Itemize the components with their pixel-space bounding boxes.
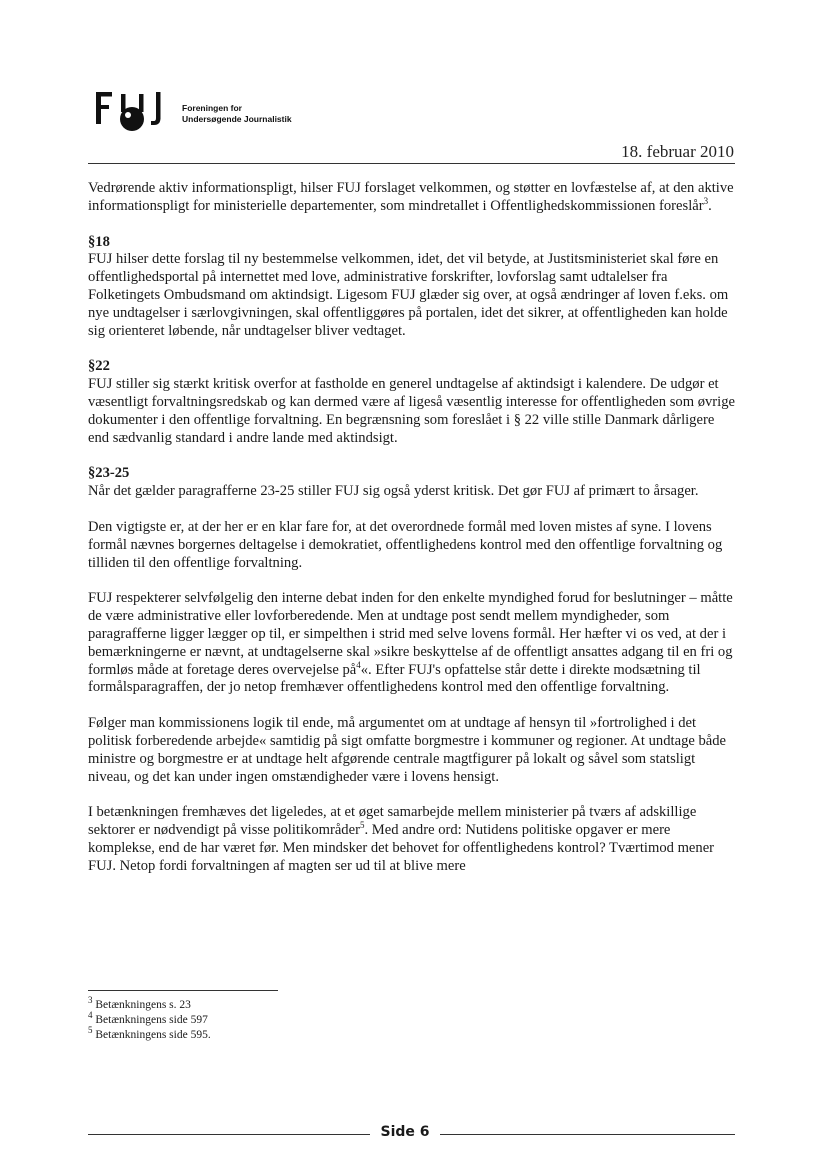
paragraph-text: FUJ respekterer selvfølgelig den interne debat inden for den enkelte myndighed forud for beslutninger – måtte de være administrative eller lovforberedende. Men at undtage post sendt mellem myndigheder, som paragrafferne ligger lægger op til, er simpelthen i strid med selve lovens formål. Her hæfter vi os ved, at der i bemærkningerne er nævnt, at undtagelserne skal »sikre beskyttelse af de offentligt ansattes adgang til en fri og formløs måde at foretage deres overvejelse på xyxy=(88,590,733,678)
logo-text-line2: Undersøgende Journalistik xyxy=(182,114,292,124)
footnote-ref: 3 xyxy=(703,195,709,206)
footnote xyxy=(88,1010,211,1028)
footnote-ref: 5 xyxy=(359,820,365,831)
section-text-22: FUJ stiller sig stærkt kritisk overfor at fastholde en generel undtagelse af aktindsigt i kalendere. De udgør et væsentligt forvaltningsredskab og kan dermed være af ligeså væsentlig interesse for offentligheden som øvrige dokumenter i den offentlige forvaltning. En begrænsning som foreslået i § 22 ville stille Danmark dårligere end sædvanlig standard i andre lande med aktindsigt. xyxy=(88,376,735,446)
footnote-number: 3 xyxy=(88,995,93,1006)
page-number: Side 6 xyxy=(380,1124,430,1140)
footnote-ref: 4 xyxy=(356,659,361,670)
document-body xyxy=(88,180,738,894)
footnote-text: Betænkningens side 597 xyxy=(95,1014,208,1026)
paragraph-text: Vedrørende aktiv informationspligt, hilser FUJ forslaget velkommen, og støtter en lovfæstelse af, at den aktive informationspligt for ministerielle departementer, som mindretallet i Offentlighedskommissionen foreslår xyxy=(88,180,734,214)
fuj-logo xyxy=(94,88,178,139)
paragraph-text: . Med andre ord: Nutidens politiske opgaver er mere komplekse, end de har været før. Men mindsker det behovet for offentlighedens kontrol? Tværtimod mener FUJ. Netop fordi forvaltningen af magten ser ud til at blive mere xyxy=(88,822,715,874)
section-text-18: FUJ hilser dette forslag til ny bestemmelse velkommen, idet, det vil betyde, at Justitsministeriet skal føre en offentlighedsportal på internettet med love, administrative forskrifter, lovforslag samt udtalelser fra Folketingets Ombudsmand om aktindsigt. Ligesom FUJ glæder sig over, at også ændringer af loven f.eks. om nye undtagelser i særlovgivningen, skal offentliggøres på portalen, idet det sikrer, at offentligheden kan holde sig orienteret løbende, når undtagelser bliver vedtaget. xyxy=(88,251,729,339)
footnote-text: Betænkningens side 595. xyxy=(95,1029,211,1041)
footer-rule-right xyxy=(440,1134,735,1135)
footer-rule-left xyxy=(88,1134,370,1135)
paragraph-information-duty xyxy=(88,180,738,216)
footnote xyxy=(88,995,211,1013)
footnote-divider xyxy=(88,990,278,991)
document-date: 18. februar 2010 xyxy=(621,142,734,161)
paragraph-text: . xyxy=(708,197,712,214)
paragraph-follows: Følger man kommissionens logik til ende, må argumentet om at undtage af hensyn til »fortrolighed i det politisk forberedende arbejde« samtidig på sigt omfatte borgmestre i kommuner og regioner. At undtage både ministre og borgmestre er at undtage helt afgørende centrale magtfigurer på lokalt og såvel som statsligt niveau, og det kan under ingen omstændigheder være i lovens hensigt. xyxy=(88,715,727,785)
fuj-logo-mark xyxy=(94,88,178,134)
section-text-23-25: Når det gælder paragrafferne 23-25 stiller FUJ sig også yderst kritisk. Det gør FUJ af primært to årsager. xyxy=(88,483,699,500)
logo-text-line1: Foreningen for xyxy=(182,103,242,113)
paragraph-report xyxy=(88,804,738,875)
footnote-text: Betænkningens s. 23 xyxy=(95,999,191,1011)
section-heading-23-25: §23-25 xyxy=(88,465,130,482)
logo-text xyxy=(182,103,292,125)
page-footer xyxy=(88,1124,735,1144)
paragraph-most-important: Den vigtigste er, at der her er en klar fare for, at det overordnede formål med loven mistes af syne. I lovens formål nævnes borgernes deltagelse i demokratiet, offentlighedens kontrol med den offentlige forvaltning og tilliden til den offentlige forvaltning. xyxy=(88,518,723,571)
section-heading-22: §22 xyxy=(88,358,110,375)
paragraph-text: I betænkningen fremhæves det ligeledes, at et øget samarbejde mellem ministerier på tværs af adskillige sektorer er nødvendigt på visse politikområder xyxy=(88,804,697,839)
section-heading-18: §18 xyxy=(88,233,110,250)
paragraph-respect xyxy=(88,590,738,697)
header-divider xyxy=(88,163,735,164)
footnote xyxy=(88,1025,211,1043)
footnote-number: 5 xyxy=(88,1025,93,1036)
footnote-number: 4 xyxy=(88,1010,93,1021)
paragraph-text: «. Efter FUJ's opfattelse står dette i direkte modsætning til formålsparagraffen, der jo netop fremhæver offentlighedens kontrol med den offentlige forvaltning. xyxy=(88,661,701,696)
footnotes xyxy=(88,995,211,1043)
